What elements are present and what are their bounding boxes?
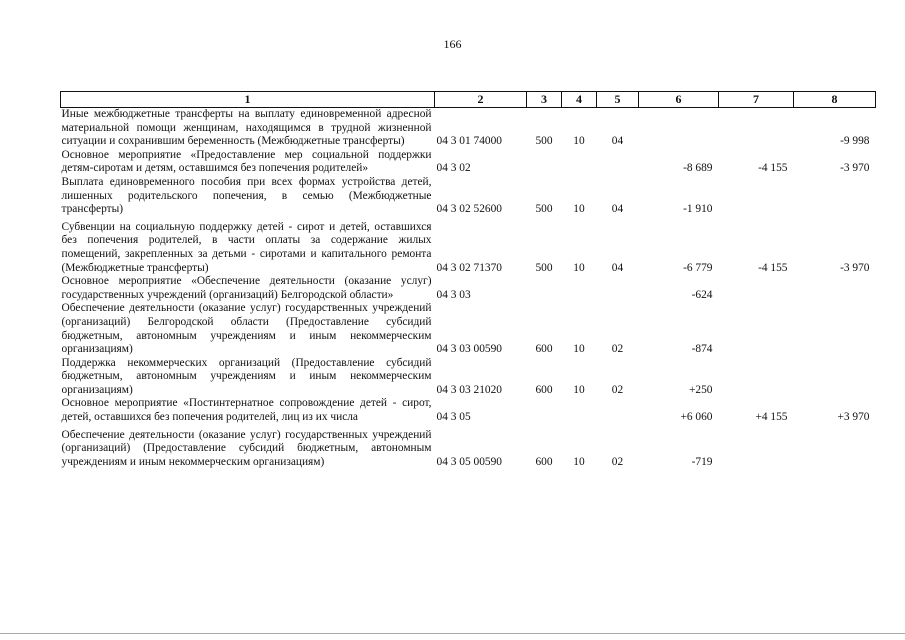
row-col-4: 10: [573, 135, 585, 148]
row-col-6: -719: [691, 455, 713, 468]
row-col-6: -874: [691, 343, 713, 356]
row-name: Субвенции на социальную поддержку детей - сирот и детей, оставшихся без попечения родителей, в части оплаты за содержание жилых помещений, закрепленных за детьми - сиротами и капитального ремонта (Межбюджетные трансферты): [61, 220, 432, 274]
row-col-5: 04: [611, 261, 624, 274]
row-col-7: [719, 275, 794, 302]
row-col-6: -6 779: [683, 261, 713, 274]
table-row: [61, 425, 876, 470]
row-col-5: 04: [611, 203, 624, 216]
row-col-5: 02: [611, 343, 624, 356]
row-col-4: 10: [573, 203, 585, 216]
header-col-1: 1: [61, 92, 435, 108]
row-col-8: [794, 302, 876, 356]
row-col-5: 04: [611, 135, 624, 148]
row-col-3: [527, 397, 562, 424]
header-col-3: 3: [527, 92, 562, 108]
row-name: Основное мероприятие «Постинтернатное сопровождение детей - сирот, детей, оставшихся без попечения родителей, лиц из их числа: [61, 397, 432, 424]
row-col-3: [527, 149, 562, 176]
row-code: 04 3 03 00590: [436, 343, 502, 356]
row-code: 04 3 05 00590: [436, 455, 502, 468]
row-col-8: [794, 176, 876, 217]
row-col-8: +3 970: [837, 411, 870, 424]
row-col-7: +4 155: [755, 411, 788, 424]
row-col-7: [719, 108, 794, 149]
row-col-4: 10: [573, 455, 585, 468]
row-col-6: +6 060: [680, 411, 713, 424]
row-col-4: [562, 397, 597, 424]
row-col-7: [719, 302, 794, 356]
header-col-2: 2: [435, 92, 527, 108]
page-number: 166: [443, 37, 462, 51]
row-name: Выплата единовременного пособия при всех формах устройства детей, лишенных родительского попечения, в семью (Межбюджетные трансферты): [61, 175, 432, 216]
row-name: Обеспечение деятельности (оказание услуг) государственных учреждений (организаций) Белгородской области (Предоставление субсидий бюджетным, автономным учреждениям и иным некоммерческим организациям): [61, 302, 432, 356]
row-col-3: [527, 275, 562, 302]
row-col-8: [794, 357, 876, 398]
row-col-3: 600: [535, 383, 553, 396]
row-col-6: -1 910: [683, 203, 713, 216]
row-col-8: -3 970: [840, 162, 870, 175]
row-col-3: 600: [535, 455, 553, 468]
table-row: [61, 397, 876, 424]
row-name: Основное мероприятие «Предоставление мер социальной поддержки детям-сиротам и детям, оставшимся без попечения родителей»: [61, 148, 432, 175]
row-name: Поддержка некоммерческих организаций (Предоставление субсидий бюджетным, автономным учреждениям и иным некоммерческим организациям): [61, 356, 432, 396]
row-col-8: [794, 275, 876, 302]
row-col-8: -3 970: [840, 261, 870, 274]
row-col-3: 500: [535, 203, 553, 216]
header-col-6: 6: [639, 92, 719, 108]
row-col-4: 10: [573, 261, 585, 274]
row-col-7: [719, 425, 794, 470]
row-col-7: -4 155: [758, 261, 788, 274]
row-name: Основное мероприятие «Обеспечение деятельности (оказание услуг) государственных учреждений (организаций) Белгородской области»: [61, 275, 432, 301]
row-col-3: 500: [535, 135, 553, 148]
row-col-4: 10: [573, 383, 585, 396]
row-code: 04 3 05: [436, 411, 471, 424]
row-code: 04 3 01 74000: [436, 135, 502, 148]
row-col-4: [562, 149, 597, 176]
row-code: 04 3 02 52600: [436, 203, 502, 216]
row-col-7: [719, 357, 794, 398]
row-col-4: [562, 275, 597, 302]
row-col-8: -9 998: [840, 135, 870, 148]
row-code: 04 3 03: [436, 288, 471, 301]
table-row: [61, 108, 876, 149]
row-col-7: [719, 176, 794, 217]
row-code: 04 3 02 71370: [436, 261, 502, 274]
header-col-5: 5: [597, 92, 639, 108]
row-col-7: -4 155: [758, 162, 788, 175]
row-col-5: [597, 397, 639, 424]
row-code: 04 3 02: [436, 162, 471, 175]
header-col-8: 8: [794, 92, 876, 108]
row-col-4: 10: [573, 343, 585, 356]
budget-table: [60, 91, 876, 469]
row-col-8: [794, 425, 876, 470]
row-col-5: [597, 149, 639, 176]
row-name: Обеспечение деятельности (оказание услуг) государственных учреждений (организаций) (Предоставление субсидий бюджетным, автономным учреждениям и иным некоммерческим организациям): [61, 428, 432, 468]
row-col-5: 02: [611, 383, 624, 396]
row-col-3: 600: [535, 343, 553, 356]
page-bottom-divider: [0, 633, 905, 634]
table-row: [61, 149, 876, 176]
table-row: [61, 176, 876, 217]
table-row: [61, 357, 876, 398]
row-col-5: 02: [611, 455, 624, 468]
header-col-7: 7: [719, 92, 794, 108]
row-col-3: 500: [535, 261, 553, 274]
header-col-4: 4: [562, 92, 597, 108]
row-col-6: -624: [691, 288, 713, 301]
header-row: [61, 92, 876, 108]
row-col-5: [597, 275, 639, 302]
row-name: Иные межбюджетные трансферты на выплату единовременной адресной материальной помощи женщинам, находящимся в трудной жизненной ситуации и сохранившим беременность (Межбюджетные трансферты): [61, 108, 432, 148]
row-col-6: +250: [688, 383, 713, 396]
row-col-6: -8 689: [683, 162, 713, 175]
row-col-6: [639, 108, 719, 149]
table-row: [61, 275, 876, 302]
table-row: [61, 217, 876, 275]
row-code: 04 3 03 21020: [436, 383, 502, 396]
table-row: [61, 302, 876, 356]
